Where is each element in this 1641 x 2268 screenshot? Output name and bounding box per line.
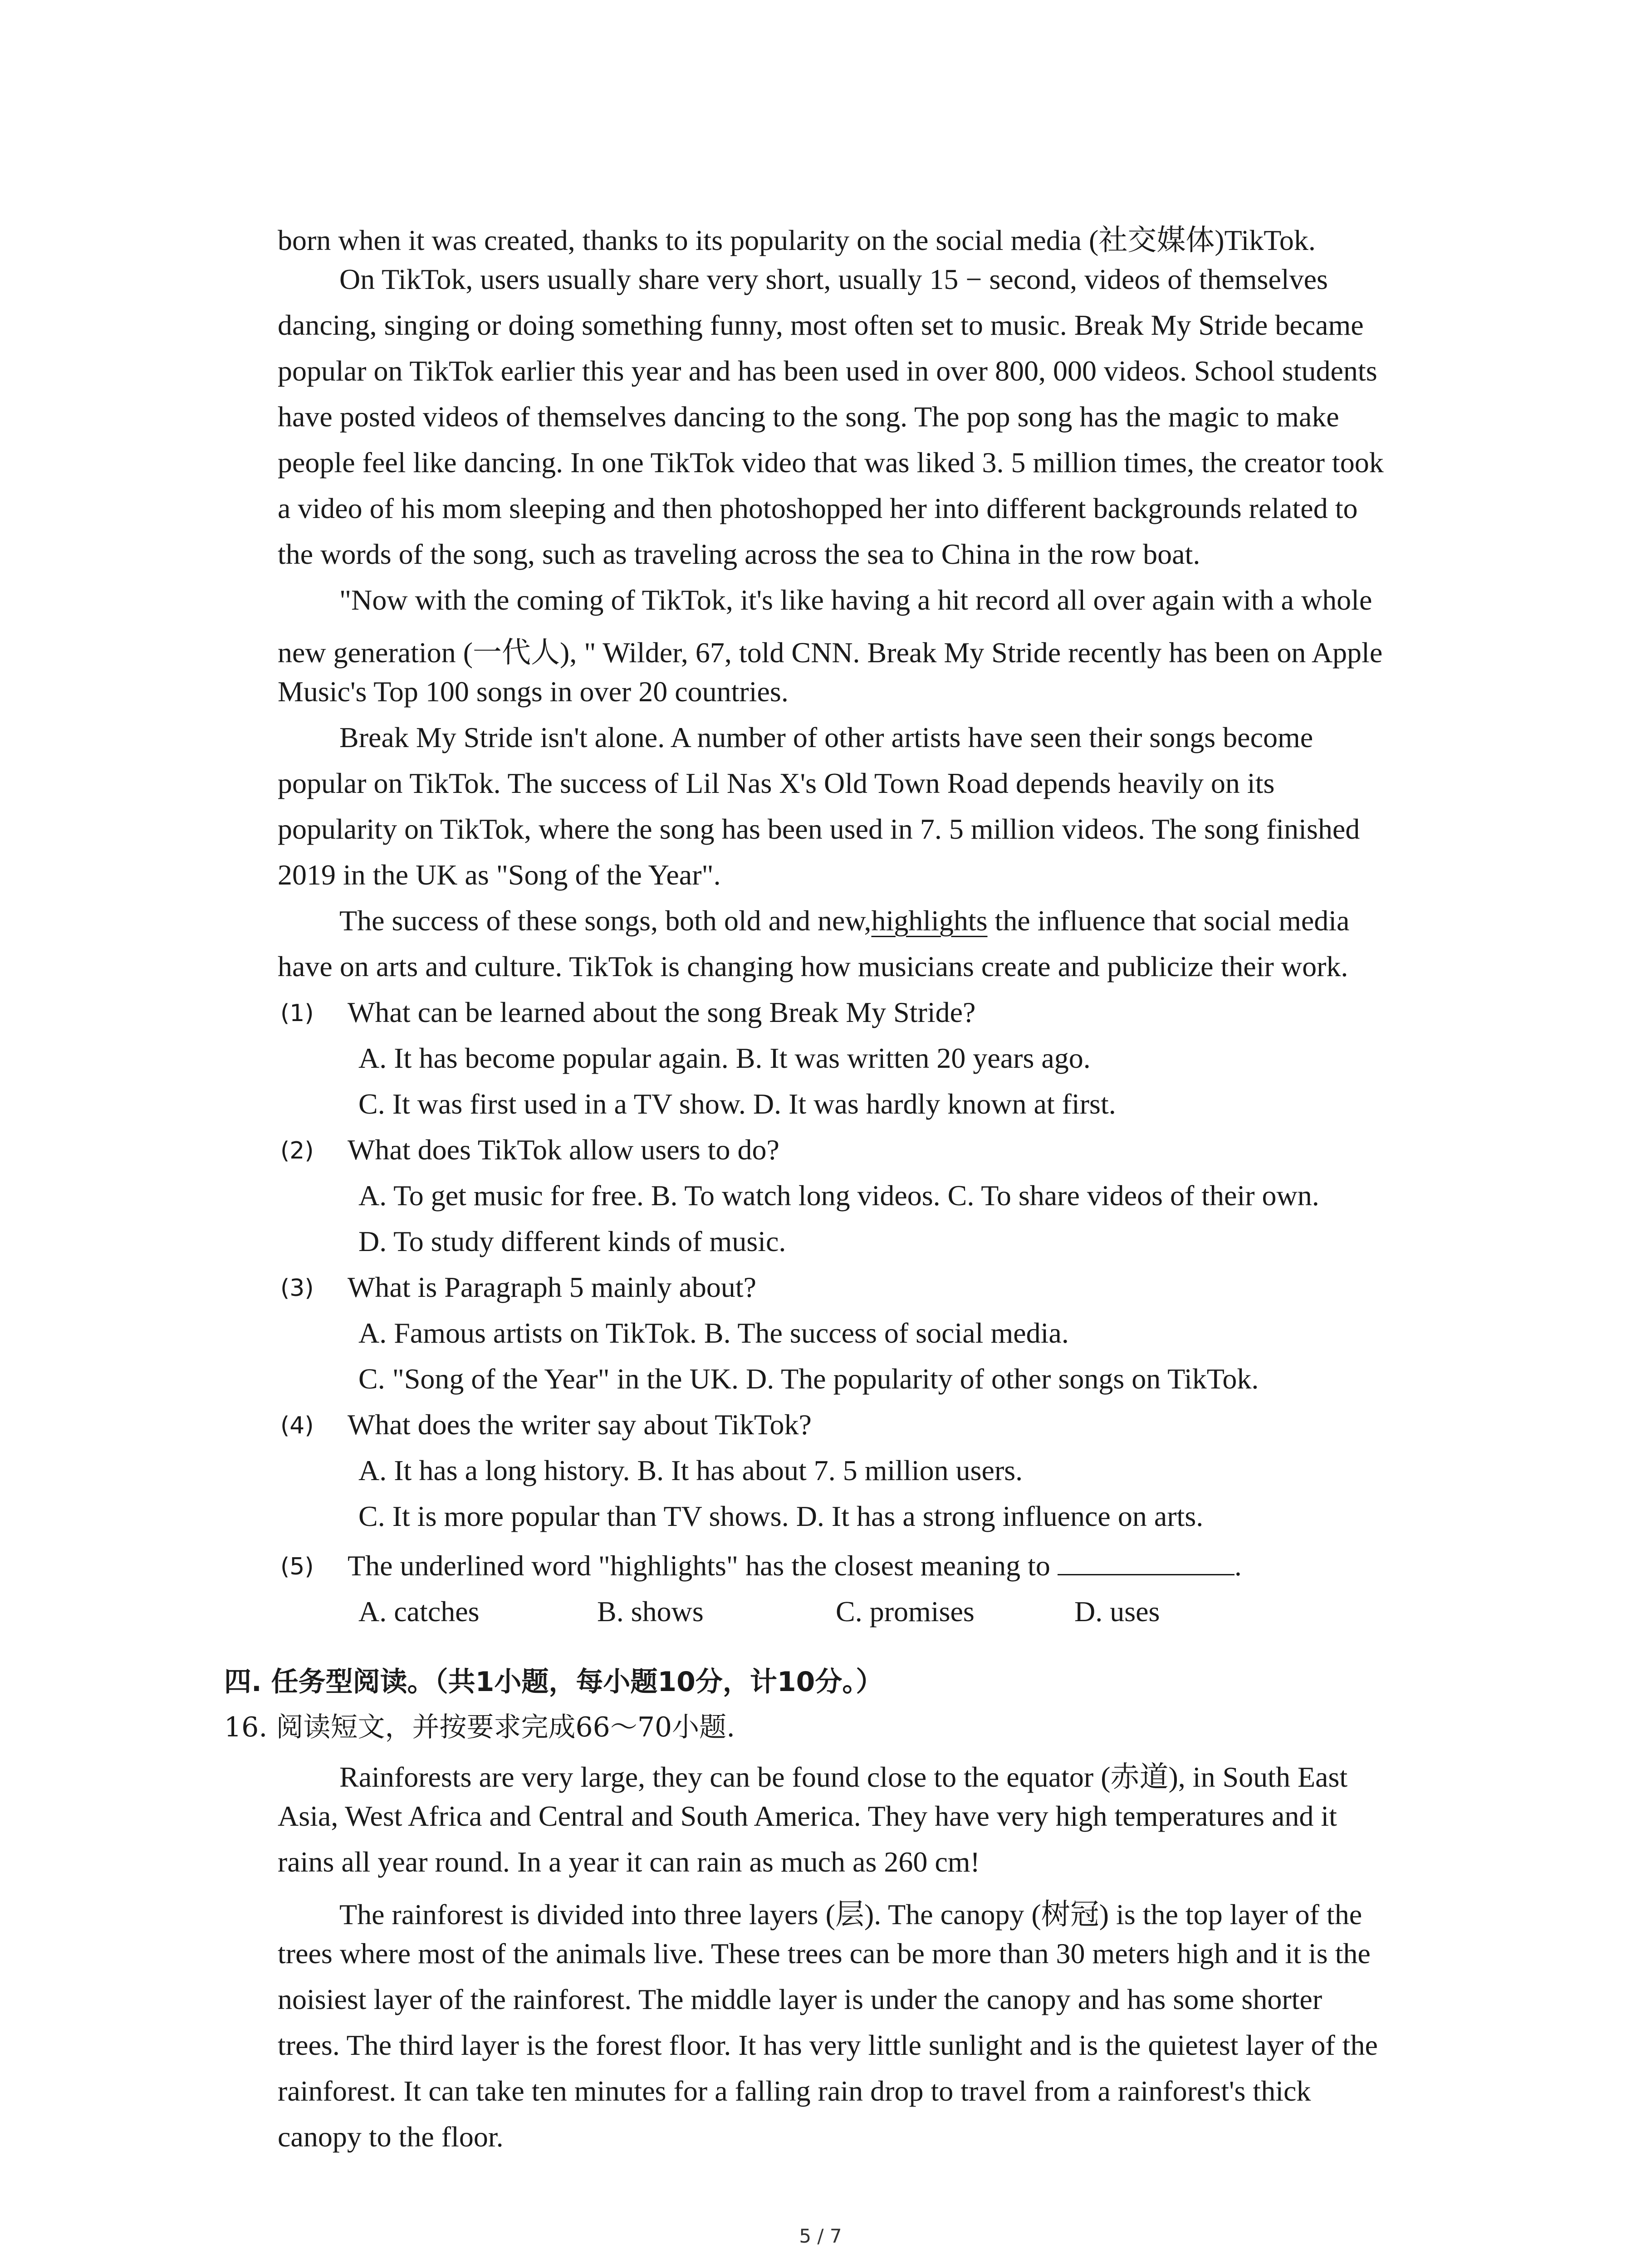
passage-line: Break My Stride isn't alone. A number of other artists have seen their songs become — [339, 721, 1313, 753]
question-options: A. It has a long history. B. It has about 7. 5 million users. — [358, 1454, 1023, 1486]
option-a: A. catches — [358, 1595, 480, 1628]
passage-line: born when it was created, thanks to its popularity on the social media (社交媒体)TikTok. — [278, 224, 1316, 256]
question-text: What can be learned about the song Break My Stride? — [348, 996, 976, 1028]
question-text: What does the writer say about TikTok? — [348, 1408, 812, 1441]
question-options: A. To get music for free. B. To watch long videos. C. To share videos of their own. — [358, 1179, 1319, 1212]
passage-line: have on arts and culture. TikTok is changing how musicians create and publicize their work. — [278, 950, 1348, 982]
passage-line: 2019 in the UK as "Song of the Year". — [278, 859, 721, 891]
passage-line: dancing, singing or doing something funny, most often set to music. Break My Stride became — [278, 309, 1364, 341]
answer-blank[interactable] — [1058, 1551, 1234, 1575]
passage-text: the influence that social media — [987, 904, 1350, 937]
question-options — [358, 1595, 1160, 1628]
question-options: C. It is more popular than TV shows. D. It has a strong influence on arts. — [358, 1500, 1204, 1532]
question-number: (1) — [280, 1000, 314, 1027]
question-options: D. To study different kinds of music. — [358, 1225, 786, 1257]
reading-line: The rainforest is divided into three layers (层). The canopy (树冠) is the top layer of the — [339, 1898, 1362, 1931]
passage-line: On TikTok, users usually share very short, usually 15 − second, videos of themselves — [339, 263, 1328, 295]
option-b: B. shows — [597, 1595, 704, 1628]
passage-line: popular on TikTok. The success of Lil Nas X's Old Town Road depends heavily on its — [278, 767, 1275, 799]
reading-line: trees. The third layer is the forest floor. It has very little sunlight and is the quietest layer of the — [278, 2029, 1378, 2061]
passage-text: The success of these songs, both old and new, — [339, 904, 872, 937]
question-text: What does TikTok allow users to do? — [348, 1134, 779, 1166]
reading-line: rains all year round. In a year it can rain as much as 260 cm! — [278, 1846, 980, 1878]
passage-line: new generation (一代人), " Wilder, 67, told CNN. Break My Stride recently has been on Apple — [278, 636, 1383, 669]
question-number: (3) — [280, 1275, 314, 1302]
question-options: C. It was first used in a TV show. D. It was hardly known at first. — [358, 1088, 1116, 1120]
passage-line: the words of the song, such as traveling across the sea to China in the row boat. — [278, 538, 1200, 570]
question-end: . — [1234, 1549, 1242, 1582]
option-d: D. uses — [1074, 1595, 1160, 1628]
question-options: A. Famous artists on TikTok. B. The success of social media. — [358, 1317, 1069, 1349]
section-heading: 四. 任务型阅读。（共1小题，每小题10分，计10分。） — [224, 1666, 883, 1698]
question-options: C. "Song of the Year" in the UK. D. The popularity of other songs on TikTok. — [358, 1363, 1259, 1395]
question-number: (4) — [280, 1412, 314, 1439]
passage-line: Music's Top 100 songs in over 20 countries. — [278, 675, 789, 708]
passage-line: a video of his mom sleeping and then photoshopped her into different backgrounds related to — [278, 492, 1358, 524]
question-text: The underlined word "highlights" has the closest meaning to — [348, 1549, 1050, 1582]
reading-line: Asia, West Africa and Central and South America. They have very high temperatures and it — [278, 1800, 1337, 1832]
option-c: C. promises — [836, 1595, 975, 1628]
passage-line: popular on TikTok earlier this year and has been used in over 800, 000 videos. School students — [278, 355, 1377, 387]
question-number: (2) — [280, 1137, 314, 1164]
reading-line: Rainforests are very large, they can be found close to the equator (赤道), in South East — [339, 1761, 1348, 1793]
underlined-word: highlights — [871, 904, 988, 937]
passage-line: have posted videos of themselves dancing to the song. The pop song has the magic to make — [278, 401, 1339, 433]
question-options: A. It has become popular again. B. It was written 20 years ago. — [358, 1042, 1091, 1074]
page-number: 5 / 7 — [799, 2225, 842, 2247]
reading-line: rainforest. It can take ten minutes for a falling rain drop to travel from a rainforest's thick — [278, 2075, 1311, 2107]
question-number: (5) — [280, 1553, 314, 1580]
reading-line: canopy to the floor. — [278, 2121, 504, 2153]
question-text: What is Paragraph 5 mainly about? — [348, 1271, 757, 1303]
reading-line: trees where most of the animals live. These trees can be more than 30 meters high and it is the — [278, 1937, 1371, 1970]
passage-line: people feel like dancing. In one TikTok video that was liked 3. 5 million times, the creator took — [278, 446, 1384, 479]
passage-line — [339, 904, 1349, 938]
passage-line: "Now with the coming of TikTok, it's like having a hit record all over again with a whole — [339, 584, 1372, 616]
reading-line: noisiest layer of the rainforest. The middle layer is under the canopy and has some shorter — [278, 1983, 1323, 2015]
passage-line: popularity on TikTok, where the song has been used in 7. 5 million videos. The song finished — [278, 813, 1360, 845]
question-text-row — [348, 1549, 1242, 1583]
question-16-title: 16. 阅读短文，并按要求完成66～70小题. — [224, 1711, 735, 1743]
